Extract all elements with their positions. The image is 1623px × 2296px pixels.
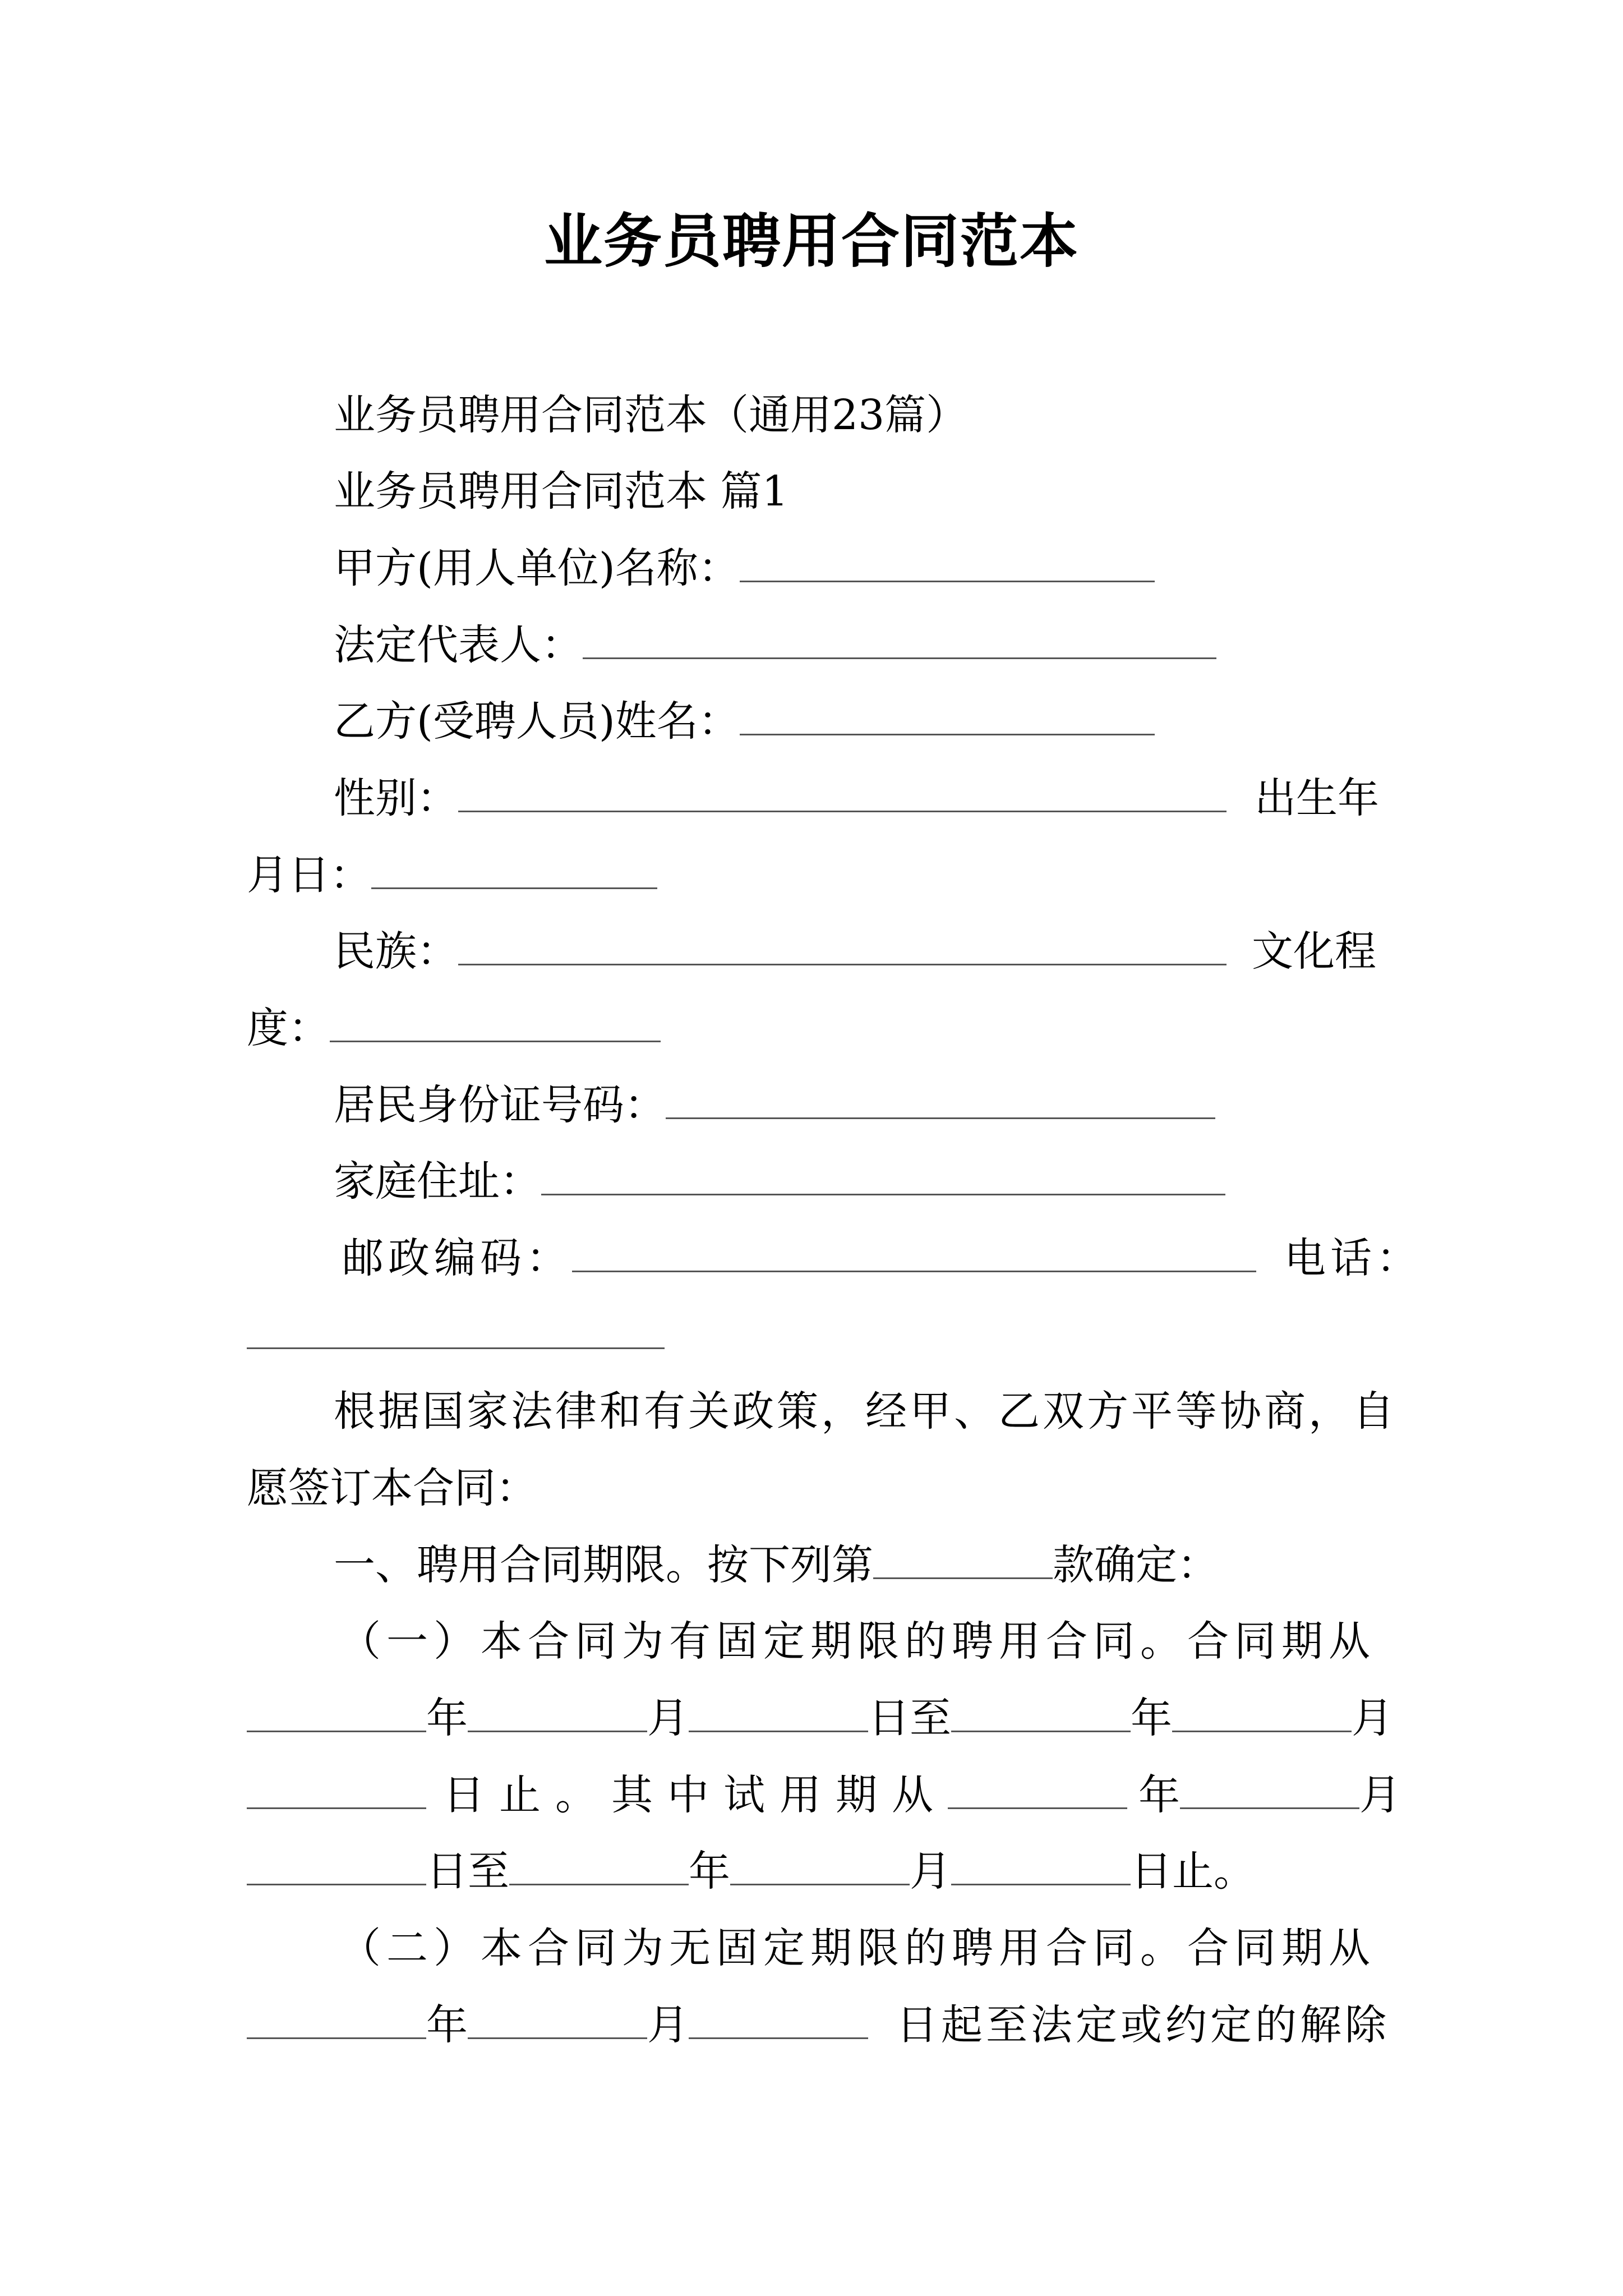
intro-line-1: 根据国家法律和有关政策，经甲、乙双方平等协商，自 xyxy=(334,1387,1397,1435)
date-unit: 日至 xyxy=(868,1694,951,1742)
date-unit: 月 xyxy=(647,2001,689,2049)
address-label: 家庭住址： xyxy=(334,1157,541,1205)
subtitle: 业务员聘用合同范本（通用23篇） xyxy=(334,391,968,439)
party-b-label: 乙方(受聘人员)姓名： xyxy=(334,697,740,746)
clause1-1-line-2 xyxy=(247,1690,1393,1746)
birth-label-a: 出生年 xyxy=(1255,774,1379,822)
date-unit: 年 xyxy=(426,2001,468,2049)
date-blank[interactable] xyxy=(247,1997,426,2039)
postcode-blank[interactable] xyxy=(572,1230,1256,1272)
clause1-text: 一、聘用合同期限。按下列第 xyxy=(334,1541,873,1589)
ethnicity-blank[interactable] xyxy=(458,923,1227,965)
education-label-a: 文化程 xyxy=(1252,927,1376,976)
date-blank[interactable] xyxy=(948,1767,1127,1809)
legal-rep-row xyxy=(334,617,1216,673)
date-blank[interactable] xyxy=(1180,1767,1359,1809)
date-blank[interactable] xyxy=(509,1843,689,1885)
date-blank[interactable] xyxy=(689,1690,868,1732)
part-heading: 业务员聘用合同范本 篇1 xyxy=(334,467,789,516)
date-blank[interactable] xyxy=(730,1843,910,1885)
gender-blank[interactable] xyxy=(458,770,1227,812)
date-unit: 月 xyxy=(910,1847,951,1895)
postcode-row xyxy=(342,1230,1422,1286)
birth-blank[interactable] xyxy=(371,847,657,889)
party-a-row xyxy=(334,540,1155,596)
postcode-label: 邮政编码： xyxy=(342,1234,572,1282)
gender-label: 性别： xyxy=(334,774,458,822)
education-label-b: 度： xyxy=(247,1004,330,1052)
date-unit: 年 xyxy=(1131,1694,1172,1742)
date-unit: 日至 xyxy=(426,1847,509,1895)
party-a-label: 甲方(用人单位)名称： xyxy=(334,544,740,592)
intro-line-2: 愿签订本合同： xyxy=(247,1464,537,1512)
id-number-row xyxy=(334,1077,1215,1133)
clause1-2-line-2 xyxy=(247,1997,1390,2053)
address-blank[interactable] xyxy=(541,1153,1225,1195)
indefinite-term-text: 日起至法定或约定的解除 xyxy=(896,2001,1390,2049)
document-title: 业务员聘用合同范本 xyxy=(543,206,1079,275)
clause1-end: 款确定： xyxy=(1053,1541,1219,1589)
party-b-row xyxy=(334,693,1155,749)
phone-label: 电话： xyxy=(1284,1234,1422,1282)
date-blank[interactable] xyxy=(1172,1690,1352,1732)
party-a-blank[interactable] xyxy=(740,540,1155,582)
date-blank[interactable] xyxy=(951,1843,1131,1885)
date-blank[interactable] xyxy=(247,1767,426,1809)
gender-row xyxy=(334,770,1379,826)
ethnicity-label: 民族： xyxy=(334,927,458,976)
education-row xyxy=(247,1000,661,1056)
date-blank[interactable] xyxy=(689,1997,868,2039)
clause1-1-line-3 xyxy=(247,1767,1401,1823)
education-blank[interactable] xyxy=(330,1000,661,1042)
clause1-2-line-1: （二）本合同为无固定期限的聘用合同。合同期从 xyxy=(339,1924,1376,1972)
date-unit: 日止。 xyxy=(1131,1847,1255,1895)
date-unit: 年 xyxy=(426,1694,468,1742)
date-blank[interactable] xyxy=(951,1690,1131,1732)
clause1-row xyxy=(334,1537,1219,1593)
birth-row xyxy=(247,847,657,903)
clause1-1-line-4 xyxy=(247,1843,1255,1899)
date-blank[interactable] xyxy=(468,1690,647,1732)
date-unit: 月 xyxy=(647,1694,689,1742)
trial-period-text: 日止。其中试用期从 xyxy=(443,1771,948,1819)
clause1-1-line-1: （一）本合同为有固定期限的聘用合同。合同期从 xyxy=(339,1617,1376,1665)
birth-label-b: 月日： xyxy=(247,851,371,899)
phone-row xyxy=(247,1307,665,1363)
phone-blank[interactable] xyxy=(247,1307,665,1349)
date-unit: 月 xyxy=(1352,1694,1393,1742)
party-b-blank[interactable] xyxy=(740,693,1155,735)
date-blank[interactable] xyxy=(247,1843,426,1885)
ethnicity-row xyxy=(334,923,1376,979)
date-blank[interactable] xyxy=(247,1690,426,1732)
date-blank[interactable] xyxy=(468,1997,647,2039)
id-number-label: 居民身份证号码： xyxy=(334,1081,666,1129)
date-unit: 年 xyxy=(689,1847,730,1895)
clause1-blank[interactable] xyxy=(873,1537,1053,1579)
address-row xyxy=(334,1153,1225,1209)
date-unit: 月 xyxy=(1359,1771,1401,1819)
legal-rep-label: 法定代表人： xyxy=(334,621,583,669)
date-unit: 年 xyxy=(1138,1771,1180,1819)
legal-rep-blank[interactable] xyxy=(583,617,1216,659)
id-number-blank[interactable] xyxy=(666,1077,1215,1119)
